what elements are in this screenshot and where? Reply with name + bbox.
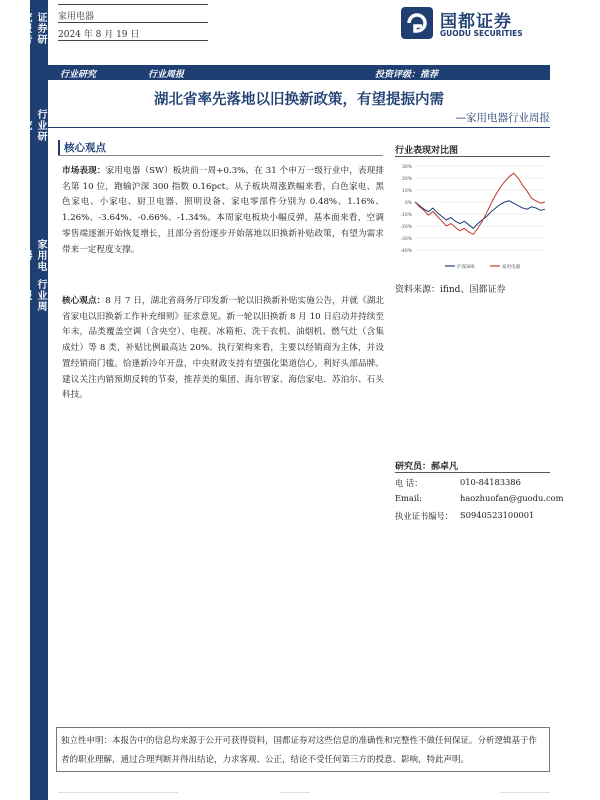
chart-title-rule — [395, 156, 550, 157]
report-subtype: 行业周报 — [148, 70, 185, 80]
phone-label: 电 话： — [395, 478, 423, 488]
disclaimer-text: 独立性申明：本报告中的信息均来源于公开可获得资料，国都证券对这些信息的准确性和完整性不做任何保证。分析逻辑基于作者的职业理解，通过合理判断并得出结论，力求客观、公正，结论不受任何第三方的授意、影响，特此声明。 — [61, 736, 538, 765]
core-view-label: 核心观点： — [62, 296, 106, 306]
report-type-bar — [48, 65, 550, 80]
chart-ytick-label: -20% — [400, 225, 412, 230]
sidebar-label-research: 证券研究报告 — [20, 11, 46, 45]
cert-value: S0940523100001 — [460, 510, 535, 520]
report-type: 行业研究 — [60, 70, 97, 80]
core-view-text: 8 月 7 日，湖北省商务厅印发新一轮以旧换新补贴实施公告，并就《湖北省家电以旧换新工作补充细则》征求意见。新一轮以旧换新 8 月 10 日启动并持续至年末，品类覆盖空调（含央空）、电视、冰箱柜、洗干衣机、油烟机、燃气灶（含集成灶）等 8 类，补贴比例最高达 20%。执行架构来看，主要以经销商为主体，并设置经销商门槛。恰逢新冷年开盘，中央财政支持有望强化渠道信心，利好头部品牌。建议关注内销预期反转的节奏，推荐美的集团、海尔智家、海信家电、苏泊尔、石头科技。 — [62, 296, 384, 401]
core-view-paragraph — [62, 294, 384, 404]
header-bottom-rule — [58, 40, 208, 41]
email-value: haozhuofan@guodu.com — [460, 493, 564, 503]
analyst-phone-row — [395, 477, 521, 489]
chart-ytick-label: 10% — [401, 189, 412, 194]
industry-performance-chart — [395, 158, 550, 275]
sidebar-label-weekly: 行业周报 — [20, 278, 46, 312]
logo-text-en: GUODU SECURITIES — [440, 29, 523, 38]
cert-label: 执业证书编号： — [395, 511, 454, 521]
market-performance-text: 家用电器（SW）板块前一周+0.3%，在 31 个申万一级行业中，表现排名第 10 位，跑输沪深 300 指数 0.16pct。从子板块周涨跌幅来看，白色家电、黑色家电、小家电、厨卫电器、照明设备、家电零部件分别为 0.48%、1.16%、1.26%、-3.64%、-0.66%、-1.34%。本周家电板块小幅反弹，基本面来看，空调零售端逐渐开始恢复增长，且部分省份逐步开始落地以旧换新补贴政策，有望为需求带来一定程度支撑。 — [62, 166, 384, 255]
logo-mark-icon — [400, 6, 434, 40]
chart-title: 行业表现对比图 — [395, 146, 459, 156]
analyst-cert-row — [395, 510, 535, 522]
chart-ytick-label: -40% — [400, 249, 412, 254]
analyst-email-row — [395, 493, 564, 503]
report-title: 湖北省率先落地以旧换新政策，有望提振内需 — [154, 92, 444, 108]
market-performance-paragraph — [62, 164, 384, 258]
header-date: 2024 年 8 月 19 日 — [58, 30, 140, 40]
section-heading-core: 核心观点 — [58, 140, 110, 155]
chart-source: 资料来源：ifind、国都证券 — [395, 285, 506, 295]
investment-rating: 投资评级：推荐 — [375, 70, 439, 80]
report-subtitle: —家用电器行业周报 — [455, 112, 550, 124]
header-category: 家用电器 — [58, 12, 95, 22]
logo-text-cn: 国都证券 — [440, 12, 512, 32]
chart-legend-label: 沪深300 — [457, 265, 475, 270]
company-logo — [400, 6, 550, 40]
chart-ytick-label: -30% — [400, 237, 412, 242]
left-sidebar — [20, 0, 48, 800]
market-performance-label: 市场表现： — [62, 166, 106, 176]
title-divider — [48, 127, 550, 128]
disclaimer-box — [56, 727, 550, 772]
analyst-rule — [395, 472, 550, 473]
chart-ytick-label: 20% — [401, 177, 412, 182]
footer-faint-mid — [280, 792, 310, 793]
chart-series-line — [415, 173, 545, 234]
chart-legend-label: 家用电器 — [502, 265, 520, 270]
chart-ytick-label: 30% — [401, 165, 412, 170]
section-divider — [58, 155, 383, 156]
header-top-rule — [58, 4, 208, 5]
sidebar-label-sector: 家用电器 — [20, 238, 46, 272]
header-mid-rule — [58, 22, 208, 23]
chart-ytick-label: -10% — [400, 213, 412, 218]
phone-value: 010-84183386 — [460, 477, 521, 487]
footer-faint-right — [500, 792, 550, 793]
sidebar-label-industry: 行业研究 — [20, 108, 46, 142]
analyst-name: 研究员：郝卓凡 — [395, 462, 459, 472]
email-label: Email: — [395, 493, 422, 503]
footer-faint-left — [58, 792, 178, 793]
chart-ytick-label: 0% — [404, 201, 412, 206]
